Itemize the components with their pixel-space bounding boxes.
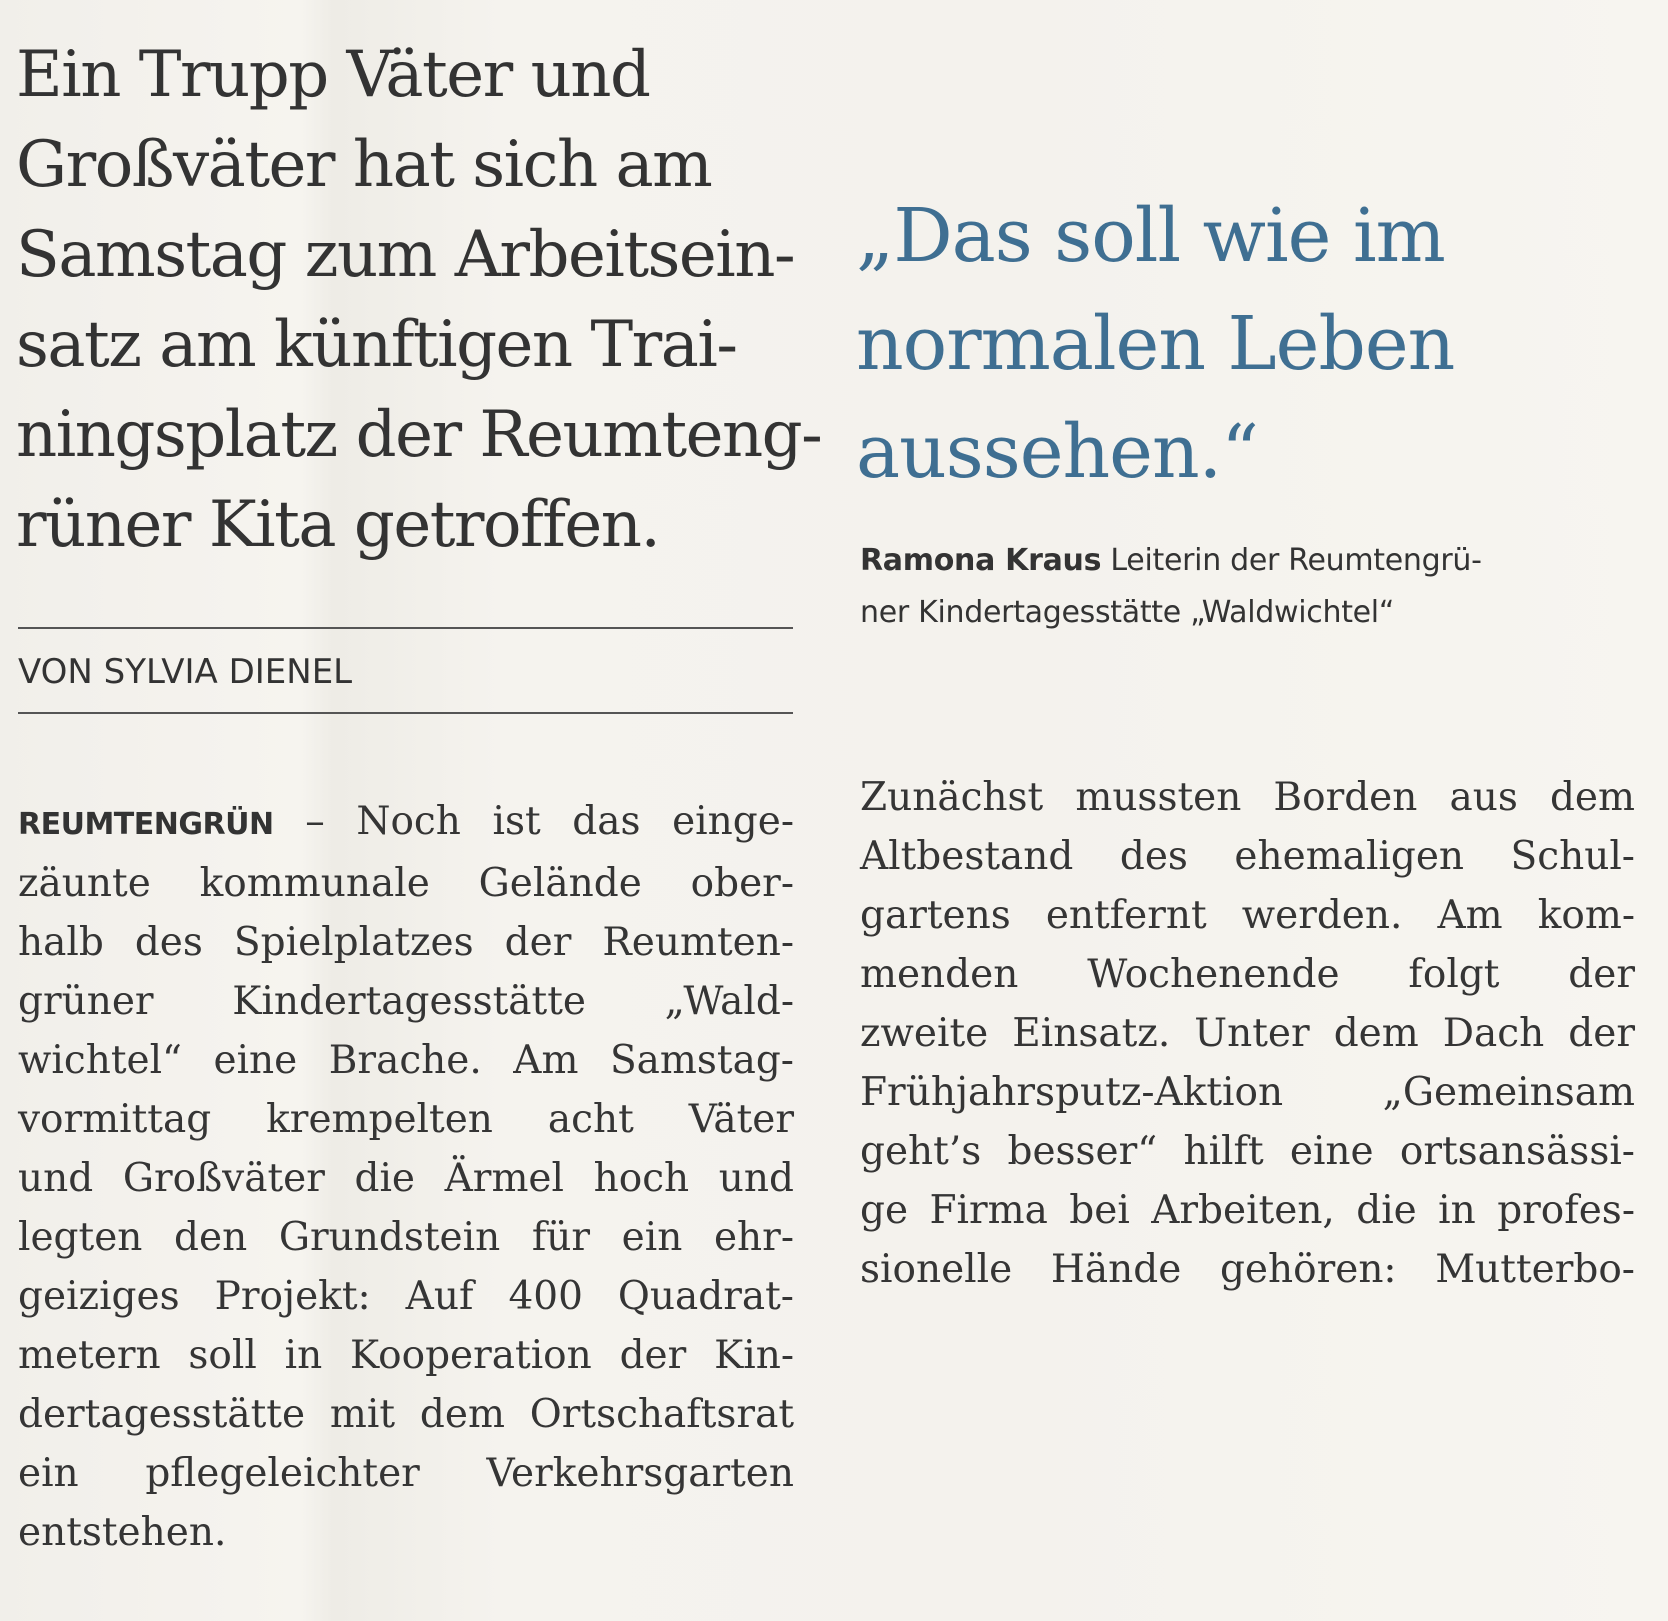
byline: VON SYLVIA DIENEL [18, 652, 353, 692]
article-line: vormittag krempelten acht Väter [18, 1097, 794, 1142]
article-line: zäunte kommunale Gelände ober- [18, 861, 794, 906]
pull-quote-line: aussehen.“ [856, 409, 1258, 495]
lead-line: Ein Trupp Väter und [16, 38, 650, 112]
article-line: geiziges Projekt: Auf 400 Quadrat- [18, 1274, 794, 1319]
article-first-line [18, 792, 794, 854]
article-line: dertagesstätte mit dem Ortschaftsrat [18, 1392, 794, 1437]
lead-line: ningsplatz der Reumteng- [16, 398, 822, 472]
article-line: metern soll in Kooperation der Kin- [18, 1333, 794, 1378]
byline-top-rule [18, 627, 793, 629]
article-line: grüner Kindertagesstätte „Wald- [18, 979, 794, 1024]
article-line: gartens entfernt werden. Am kom- [860, 893, 1635, 938]
dateline: REUMTENGRÜN [18, 807, 274, 842]
article-line: ein pflegeleichter Verkehrsgarten [18, 1451, 794, 1496]
byline-bottom-rule [18, 712, 793, 714]
lead-paragraph [16, 30, 822, 570]
article-line: wichtel“ eine Brache. Am Samstag- [18, 1038, 794, 1083]
lead-line: Samstag zum Arbeitsein- [16, 218, 795, 292]
article-line: geht’s besser“ hilft eine ortsansässi- [860, 1129, 1635, 1174]
article-body-left [18, 792, 794, 1562]
lead-line: Großväter hat sich am [16, 128, 712, 202]
pull-quote-line: normalen Leben [856, 301, 1455, 387]
pull-quote [856, 182, 1656, 506]
lead-line: rüner Kita getroffen. [16, 488, 660, 562]
quote-source-role: ner Kindertagesstätte „Waldwichtel“ [860, 595, 1395, 630]
dateline-dash: – [273, 799, 357, 844]
quote-source [860, 535, 1640, 639]
article-line: sionelle Hände gehören: Mutterbo- [860, 1247, 1635, 1292]
article-line: menden Wochenende folgt der [860, 952, 1635, 997]
quote-source-role: Leiterin der Reumtengrü- [1110, 543, 1482, 578]
article-line: Noch ist das einge- [356, 799, 794, 844]
article-line: Altbestand des ehemaligen Schul- [860, 834, 1635, 879]
pull-quote-line: „Das soll wie im [856, 193, 1445, 279]
article-line: Frühjahrsputz-Aktion „Gemeinsam [860, 1070, 1635, 1115]
article-line: und Großväter die Ärmel hoch und [18, 1156, 794, 1201]
article-line: entstehen. [18, 1510, 227, 1555]
lead-line: satz am künftigen Trai- [16, 308, 737, 382]
quote-source-line [860, 535, 1640, 587]
article-line: zweite Einsatz. Unter dem Dach der [860, 1011, 1635, 1056]
article-line: ge Firma bei Arbeiten, die in profes- [860, 1188, 1635, 1233]
article-line: Zunächst mussten Borden aus dem [860, 775, 1635, 820]
quote-source-name: Ramona Kraus [860, 543, 1102, 578]
article-line: legten den Grundstein für ein ehr- [18, 1215, 794, 1260]
article-body-right [860, 768, 1635, 1299]
article-line: halb des Spielplatzes der Reumten- [18, 920, 794, 965]
